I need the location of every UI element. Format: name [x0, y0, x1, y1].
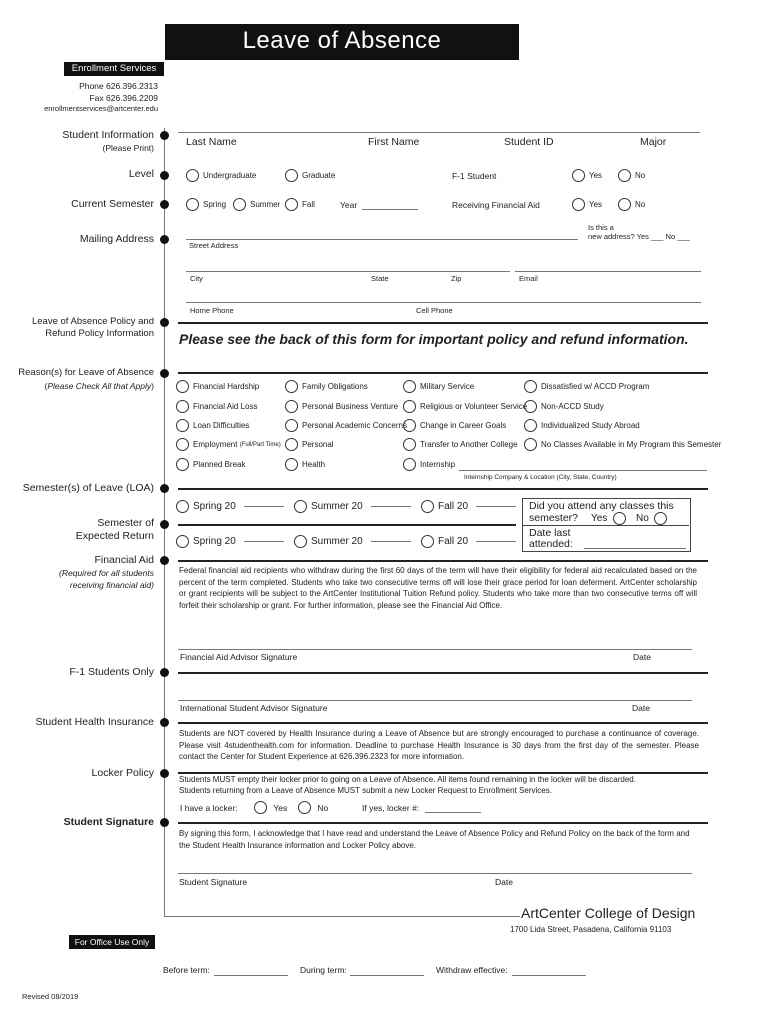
email-line[interactable] — [515, 271, 701, 272]
date-last-label-1: Date last — [529, 527, 571, 539]
student-date-label: Date — [495, 877, 513, 887]
state-label: State — [371, 274, 389, 283]
date-last-field[interactable] — [584, 548, 686, 549]
radio-icon[interactable] — [421, 500, 434, 513]
major-label: Major — [640, 136, 667, 148]
return-label-1: Semester of — [97, 517, 154, 529]
attend-no[interactable]: No — [636, 512, 671, 525]
student-id-label: Student ID — [504, 136, 554, 148]
radio-icon[interactable] — [294, 500, 307, 513]
checkbox-circle-icon[interactable] — [285, 458, 298, 471]
reason-military[interactable]: Military Service — [403, 380, 474, 393]
city-line[interactable] — [186, 271, 510, 272]
reason-study-abroad[interactable]: Individualized Study Abroad — [524, 419, 640, 432]
return-fall[interactable]: Fall 20 — [421, 535, 516, 548]
date-last-label-2: attended: — [529, 538, 573, 550]
checkbox-circle-icon[interactable] — [176, 438, 189, 451]
reason-no-classes[interactable]: No Classes Available in My Program this Semester — [524, 438, 721, 451]
f1-student-label: F-1 Student — [452, 171, 497, 181]
f1-yes-option[interactable]: Yes — [572, 169, 602, 182]
loa-rule — [178, 488, 708, 490]
checkbox-circle-icon[interactable] — [285, 419, 298, 432]
checkbox-circle-icon[interactable] — [403, 438, 416, 451]
section-dot — [160, 235, 169, 244]
health-rule — [178, 722, 708, 724]
checkbox-circle-icon[interactable] — [524, 380, 537, 393]
student-sig-label: Student Signature — [179, 877, 248, 887]
reason-transfer[interactable]: Transfer to Another College — [403, 438, 518, 451]
checkbox-circle-icon[interactable] — [524, 419, 537, 432]
reason-family-obligations[interactable]: Family Obligations — [285, 380, 368, 393]
health-label: Student Health Insurance — [35, 716, 154, 728]
dept-email: enrollmentservices@artcenter.edu — [44, 104, 158, 113]
semester-spring-option[interactable]: Spring — [186, 198, 226, 211]
radio-icon[interactable] — [421, 535, 434, 548]
aid-no-option[interactable]: No — [618, 198, 645, 211]
section-dot — [160, 520, 169, 529]
radio-icon[interactable] — [618, 169, 631, 182]
radio-icon[interactable] — [298, 801, 311, 814]
level-grad-option[interactable]: Graduate — [285, 169, 335, 182]
email-label: Email — [519, 274, 538, 283]
section-dot — [160, 668, 169, 677]
locker-no[interactable]: No — [298, 801, 328, 814]
return-spring[interactable]: Spring 20 — [176, 535, 284, 548]
return-summer[interactable]: Summer 20 — [294, 535, 411, 548]
f1-no-option[interactable]: No — [618, 169, 645, 182]
zip-label: Zip — [451, 274, 462, 283]
dept-badge: Enrollment Services — [64, 62, 164, 76]
checkbox-circle-icon[interactable] — [285, 380, 298, 393]
reason-dissatisfied[interactable]: Dissatisfied w/ ACCD Program — [524, 380, 649, 393]
dept-fax: Fax 626.396.2209 — [89, 93, 158, 103]
locker-text-1: Students MUST empty their locker prior to going on a Leave of Absence. All items found remaining in the locker will be discarded. — [179, 775, 636, 784]
checkbox-circle-icon[interactable] — [403, 380, 416, 393]
radio-icon[interactable] — [186, 169, 199, 182]
level-label: Level — [128, 168, 154, 180]
reasons-sub: (Please Check All that Apply) — [44, 381, 154, 391]
section-dot — [160, 484, 169, 493]
f1-date-label: Date — [632, 703, 650, 713]
policy-rule — [178, 322, 708, 324]
street-label: Street Address — [189, 241, 239, 250]
reason-employment[interactable]: Employment (Full/Part Time) — [176, 438, 281, 451]
finaid-sub-2: receiving financial aid) — [69, 580, 154, 590]
phone-line[interactable] — [186, 302, 701, 303]
checkbox-circle-icon[interactable] — [285, 400, 298, 413]
semester-fall-option[interactable]: Fall — [285, 198, 315, 211]
attend-question-1: Did you attend any classes this — [529, 500, 674, 512]
f1-sig-line[interactable] — [178, 700, 692, 701]
finaid-sig-line[interactable] — [178, 649, 692, 650]
reason-financial-aid-loss[interactable]: Financial Aid Loss — [176, 400, 257, 413]
reason-health[interactable]: Health — [285, 458, 325, 471]
return-label-2: Expected Return — [75, 530, 154, 542]
reasons-rule — [178, 372, 708, 374]
city-label: City — [190, 274, 203, 283]
withdraw-label: Withdraw effective: — [436, 965, 508, 975]
during-term-label: During term: — [300, 965, 347, 975]
attend-question-2: semester? — [529, 512, 579, 524]
dept-phone: Phone 626.396.2313 — [79, 81, 158, 91]
section-dot — [160, 171, 169, 180]
attend-divider — [523, 525, 689, 526]
before-term-field[interactable] — [214, 975, 288, 976]
finaid-label: Financial Aid — [94, 554, 154, 566]
radio-icon[interactable] — [294, 535, 307, 548]
before-term-label: Before term: — [163, 965, 210, 975]
footer-rule — [164, 916, 520, 917]
finaid-sub-1: (Required for all students — [59, 568, 154, 578]
checkbox-circle-icon[interactable] — [176, 419, 189, 432]
checkbox-circle-icon[interactable] — [524, 438, 537, 451]
year-label: Year — [340, 200, 358, 210]
internship-field[interactable] — [459, 470, 707, 471]
radio-icon[interactable] — [572, 198, 585, 211]
student-sig-line[interactable] — [178, 873, 692, 874]
finaid-rule — [178, 560, 708, 562]
policy-label-2: Refund Policy Information — [45, 328, 154, 339]
checkbox-circle-icon[interactable] — [176, 458, 189, 471]
finaid-text: Federal financial aid recipients who withdraw during the first 60 days of the term will have their eligibility for federal aid recalculated based on the percent of the term completed. Students who take two consecutive terms off will lose their grace period for loan deferment. ArtCenter scholarship or grant recipients will be subject to the ArtCenter Institutional Tuition Refund policy. Students who take more than two consecutive terms off will forfeit their scholarship or grant. For further information, please see the Financial Aid Office. — [179, 566, 697, 610]
reason-religious[interactable]: Religious or Volunteer Service — [403, 400, 527, 413]
section-dot — [160, 556, 169, 565]
college-address: 1700 Lida Street, Pasadena, California 91103 — [510, 925, 672, 934]
withdraw-field[interactable] — [512, 975, 586, 976]
checkbox-circle-icon[interactable] — [176, 400, 189, 413]
radio-icon[interactable] — [176, 535, 189, 548]
college-name: ArtCenter College of Design — [521, 905, 696, 921]
reasons-label: Reason(s) for Leave of Absence — [18, 367, 154, 378]
radio-icon[interactable] — [618, 198, 631, 211]
section-dot — [160, 369, 169, 378]
checkbox-circle-icon[interactable] — [176, 380, 189, 393]
student-info-label: Student Information — [62, 129, 154, 141]
f1-sig-label: International Student Advisor Signature — [180, 703, 328, 713]
radio-icon[interactable] — [613, 512, 626, 525]
internship-caption: Internship Company & Location (City, State, Country) — [464, 474, 617, 481]
policy-notice: Please see the back of this form for important policy and refund information. — [179, 331, 689, 347]
attend-yes[interactable]: Yes — [591, 512, 630, 525]
health-text: Students are NOT covered by Health Insurance during a Leave of Absence but are strongly encouraged to purchase a continuance of coverage. Please visit 4studenthealth.com for information. Deadline to purchase Health Insurance is 30 days from the first day of the semester. Please contact the Center for Student Experience at 626.396.2323 for more information. — [179, 729, 699, 761]
radio-icon[interactable] — [233, 198, 246, 211]
section-dot — [160, 131, 169, 140]
first-name-label: First Name — [368, 136, 420, 148]
section-dot — [160, 769, 169, 778]
section-dot — [160, 318, 169, 327]
finaid-sig-label: Financial Aid Advisor Signature — [180, 652, 298, 662]
loa-label: Semester(s) of Leave (LOA) — [22, 482, 154, 494]
locker-number-label: If yes, locker #: — [362, 803, 420, 813]
aid-yes-option[interactable]: Yes — [572, 198, 602, 211]
locker-have-label: I have a locker: — [180, 803, 238, 813]
new-address-question: Is this a — [588, 223, 614, 232]
receiving-aid-label: Receiving Financial Aid — [452, 200, 540, 210]
name-line — [178, 132, 700, 133]
street-line[interactable] — [186, 239, 578, 240]
reason-personal-business[interactable]: Personal Business Venture — [285, 400, 398, 413]
reason-financial-hardship[interactable]: Financial Hardship — [176, 380, 259, 393]
checkbox-circle-icon[interactable] — [285, 438, 298, 451]
loa-summer[interactable]: Summer 20 — [294, 500, 411, 513]
f1-rule — [178, 672, 708, 674]
policy-label-1: Leave of Absence Policy and — [31, 316, 154, 327]
reason-planned-break[interactable]: Planned Break — [176, 458, 245, 471]
locker-label: Locker Policy — [91, 767, 154, 779]
radio-icon[interactable] — [654, 512, 667, 525]
new-address-yes-no[interactable]: new address? Yes ___ No ___ — [588, 232, 690, 241]
reason-non-accd[interactable]: Non-ACCD Study — [524, 400, 604, 413]
mailing-address-label: Mailing Address — [79, 233, 154, 245]
finaid-date-label: Date — [633, 652, 651, 662]
signature-text: By signing this form, I acknowledge that I have read and understand the Leave of Absence Policy and Refund Policy on the back of the form and the Student Health Insurance information and Locker Policy above. — [179, 829, 690, 850]
reason-loan-difficulties[interactable]: Loan Difficulties — [176, 419, 249, 432]
checkbox-circle-icon[interactable] — [403, 419, 416, 432]
locker-number-field[interactable] — [425, 812, 481, 813]
radio-icon[interactable] — [254, 801, 267, 814]
loa-spring[interactable]: Spring 20 — [176, 500, 284, 513]
current-semester-label: Current Semester — [71, 198, 154, 210]
section-dot — [160, 818, 169, 827]
home-phone-label: Home Phone — [190, 306, 234, 315]
signature-label: Student Signature — [63, 816, 154, 828]
radio-icon[interactable] — [186, 198, 199, 211]
checkbox-circle-icon[interactable] — [524, 400, 537, 413]
signature-rule — [178, 822, 708, 824]
locker-yes[interactable]: Yes — [254, 801, 287, 814]
during-term-field[interactable] — [350, 975, 424, 976]
radio-icon[interactable] — [176, 500, 189, 513]
radio-icon[interactable] — [285, 169, 298, 182]
section-dot — [160, 718, 169, 727]
reason-personal-academic[interactable]: Personal Academic Concerns — [285, 419, 407, 432]
office-use-badge: For Office Use Only — [69, 935, 155, 949]
return-rule — [178, 524, 516, 526]
cell-phone-label: Cell Phone — [416, 306, 453, 315]
radio-icon[interactable] — [285, 198, 298, 211]
reason-internship[interactable]: Internship — [403, 458, 455, 471]
reason-personal[interactable]: Personal — [285, 438, 334, 451]
reason-career-goals[interactable]: Change in Career Goals — [403, 419, 506, 432]
year-field[interactable] — [362, 209, 418, 210]
locker-text-2: Students returning from a Leave of Absence MUST submit a new Locker Request to Enrollment Services. — [179, 786, 552, 795]
section-dot — [160, 200, 169, 209]
student-info-sub: (Please Print) — [102, 143, 154, 153]
locker-rule — [178, 772, 708, 774]
loa-fall[interactable]: Fall 20 — [421, 500, 516, 513]
revised-label: Revised 08/2019 — [22, 992, 79, 1001]
semester-summer-option[interactable]: Summer — [233, 198, 280, 211]
last-name-label: Last Name — [186, 136, 237, 148]
checkbox-circle-icon[interactable] — [403, 458, 416, 471]
checkbox-circle-icon[interactable] — [403, 400, 416, 413]
radio-icon[interactable] — [572, 169, 585, 182]
f1-label: F-1 Students Only — [69, 666, 154, 678]
level-undergrad-option[interactable]: Undergraduate — [186, 169, 256, 182]
page-title: Leave of Absence — [242, 27, 442, 54]
